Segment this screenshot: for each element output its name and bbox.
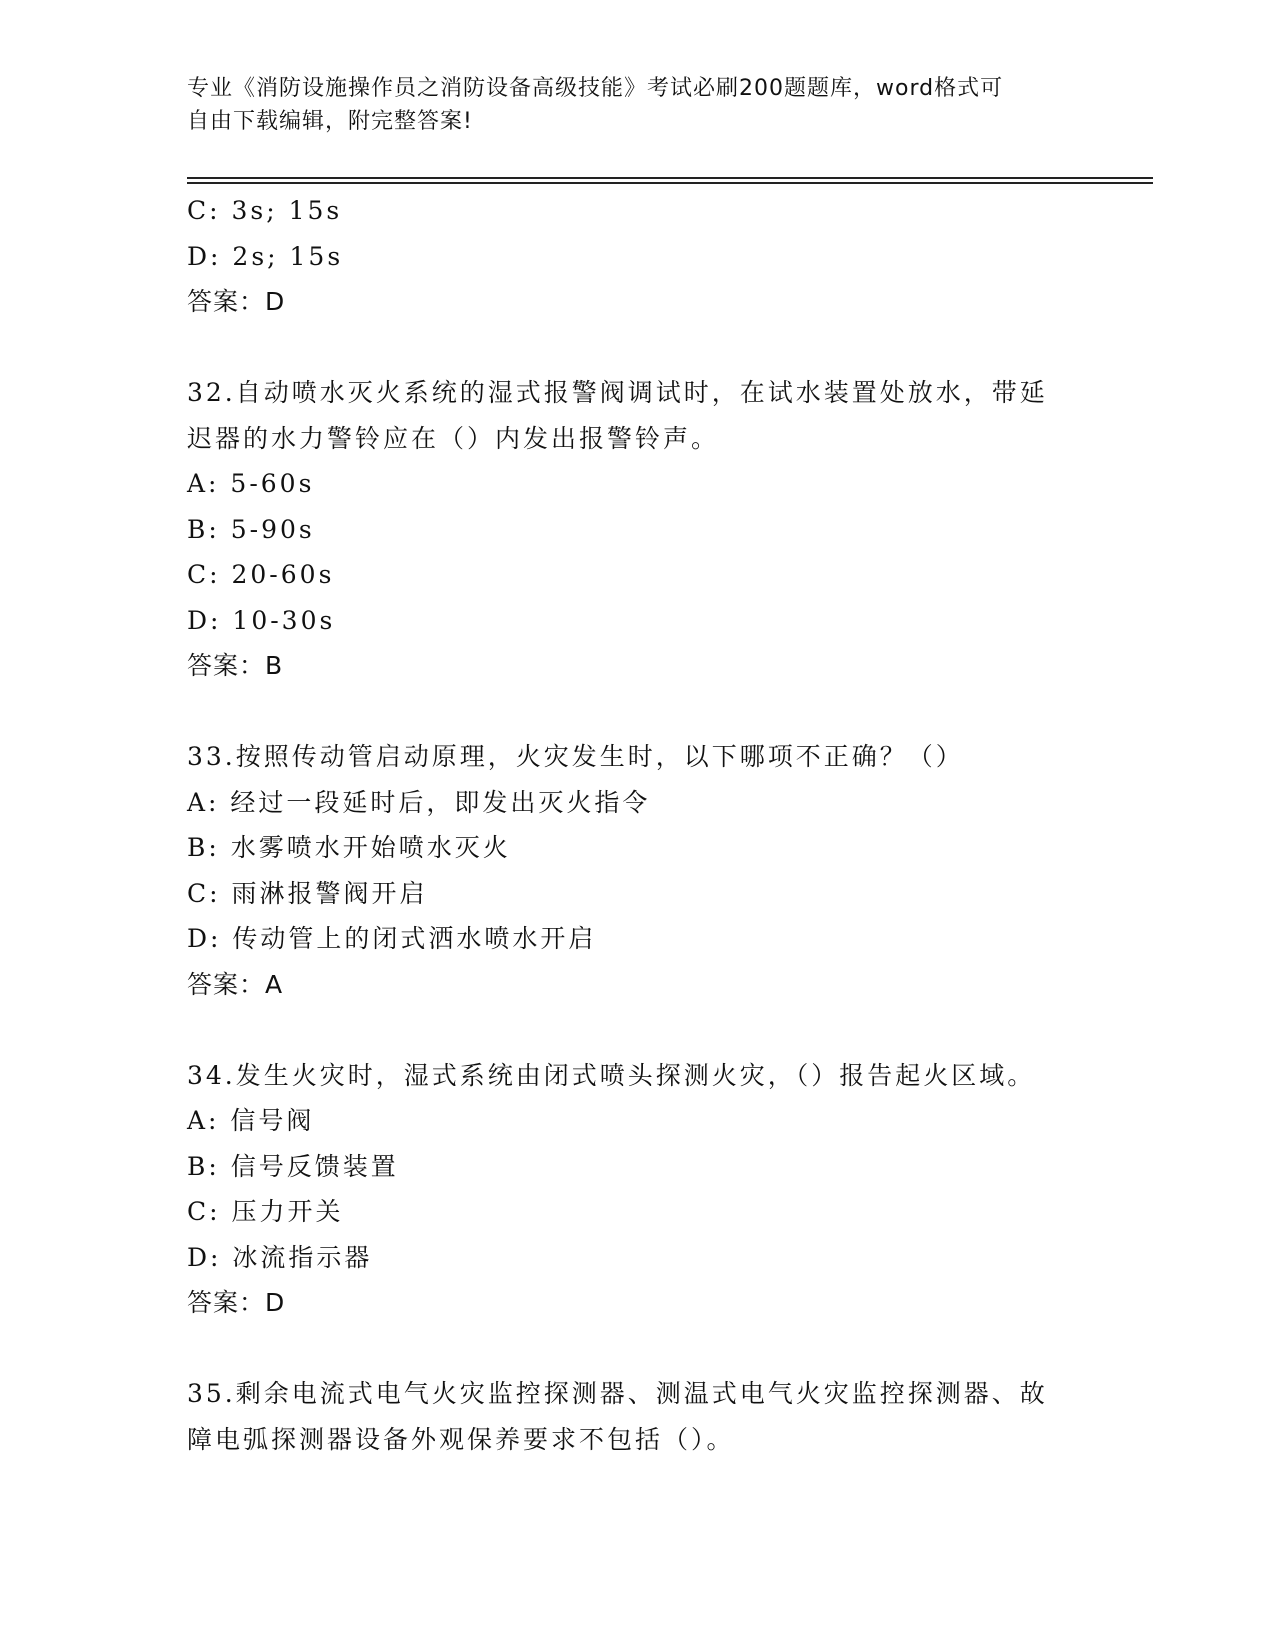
question-stem: 32.自动喷水灭火系统的湿式报警阀调试时，在试水装置处放水，带延: [187, 378, 1048, 407]
header-rule-top: [187, 177, 1153, 179]
header-line-1: 专业《消防设施操作员之消防设备高级技能》考试必刷200题题库，word格式可: [187, 76, 1004, 101]
continued-question-31: [187, 188, 1087, 325]
option-a: A: 经过一段延时后，即发出灭火指令: [187, 787, 651, 817]
option-c: C: 雨淋报警阀开启: [187, 878, 428, 908]
document-body: [187, 188, 1087, 1462]
option-d: D: 传动管上的闭式洒水喷水开启: [187, 924, 597, 953]
question-stem-cont: 障电弧探测器设备外观保养要求不包括（）。: [187, 1424, 735, 1454]
option-a: A: 5-60s: [187, 469, 315, 498]
option-c: C: 压力开关: [187, 1197, 344, 1226]
question-stem-cont: 迟器的水力警铃应在（）内发出报警铃声。: [187, 423, 720, 453]
option-d: D: 2s; 15s: [187, 241, 344, 271]
question-stem: 35.剩余电流式电气火灾监控探测器、测温式电气火灾监控探测器、故: [187, 1379, 1048, 1408]
spacer: [187, 325, 1087, 371]
option-d: D: 10-30s: [187, 605, 336, 635]
question-35: [187, 1371, 1087, 1462]
option-a: A: 信号阀: [187, 1106, 315, 1135]
spacer: [187, 1007, 1087, 1053]
answer-line: 答案：B: [187, 651, 284, 680]
option-d: D: 冰流指示器: [187, 1242, 373, 1272]
question-32: [187, 370, 1087, 689]
answer-line: 答案：D: [187, 1288, 286, 1317]
header-line-2: 自由下载编辑，附完整答案!: [187, 109, 473, 134]
option-c: C: 20-60s: [187, 560, 335, 589]
spacer: [187, 1326, 1087, 1372]
answer-line: 答案：A: [187, 969, 284, 999]
option-b: B: 5-90s: [187, 514, 315, 544]
option-b: B: 信号反馈装置: [187, 1151, 399, 1181]
question-34: [187, 1053, 1087, 1326]
spacer: [187, 689, 1087, 735]
answer-line: 答案：D: [187, 287, 286, 316]
header-rule-bottom: [187, 182, 1153, 184]
question-33: [187, 734, 1087, 1007]
question-stem: 34.发生火灾时，湿式系统由闭式喷头探测火灾，（）报告起火区域。: [187, 1060, 1036, 1090]
option-c: C: 3s; 15s: [187, 196, 343, 225]
option-b: B: 水雾喷水开始喷水灭火: [187, 833, 511, 862]
question-stem: 33.按照传动管启动原理，火灾发生时，以下哪项不正确？（）: [187, 742, 964, 771]
document-header: [187, 72, 1067, 138]
